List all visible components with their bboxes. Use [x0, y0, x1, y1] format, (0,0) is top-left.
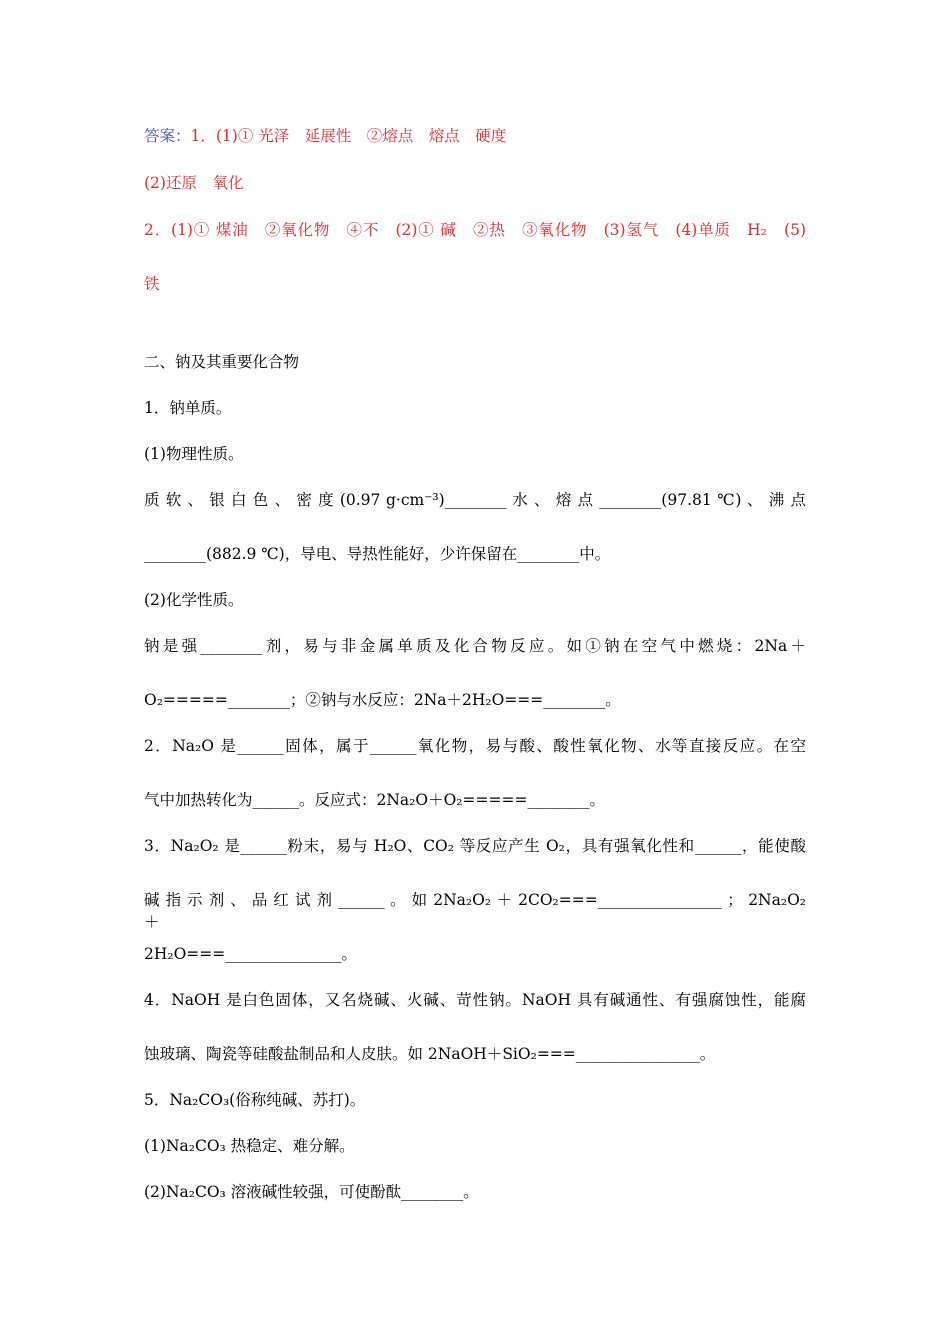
item-5-title: 5．Na₂CO₃(俗称纯碱、苏打)。: [144, 1091, 366, 1109]
item-4-line-1: 4．NaOH 是白色固体，又名烧碱、火碱、苛性钠。NaOH 具有碱通性、有强腐蚀性，能腐: [144, 991, 806, 1009]
answer-line-4: 铁: [144, 275, 160, 293]
item-3-line-1: 3．Na₂O₂ 是______粉末，易与 H₂O、CO₂ 等反应产生 O₂，具有强氧化性和______，能使酸: [144, 837, 806, 855]
item-1-chemical-line-1: 钠是强________剂，易与非金属单质及化合物反应。如①钠在空气中燃烧：2Na＋: [144, 637, 806, 655]
item-2-line-2: 气中加热转化为______。反应式：2Na₂O＋O₂=====________。: [144, 791, 605, 809]
item-2-line-1: 2．Na₂O 是______固体，属于______氧化物，易与酸、酸性氧化物、水等直接反应。在空: [144, 737, 806, 755]
item-1-chemical-line-2: O₂=====________；②钠与水反应：2Na＋2H₂O===________。: [144, 691, 621, 709]
item-5-point-2: (2)Na₂CO₃ 溶液碱性较强，可使酚酞________。: [144, 1183, 479, 1201]
item-4-line-2: 蚀玻璃、陶瓷等硅酸盐制品和人皮肤。如 2NaOH＋SiO₂===________________。: [144, 1045, 716, 1063]
item-1-physical-title: (1)物理性质。: [144, 445, 244, 463]
item-1-physical-line-2: ________(882.9 ℃)，导电、导热性能好，少许保留在________中。: [144, 545, 611, 563]
item-1-chemical-title: (2)化学性质。: [144, 591, 244, 609]
item-1-physical-line-1: 质 软 、 银 白 色 、 密 度 (0.97 g·cm⁻³)________ 水 、 熔 点 ________(97.81 ℃) 、 沸 点: [144, 491, 806, 509]
answer-line-2: (2)还原 氧化: [144, 174, 244, 192]
answer-label: 答案：: [144, 127, 191, 145]
answer-line-3: 2．(1)① 煤油 ②氧化物 ④不 (2)① 碱 ②热 ③氧化物 (3)氢气 (4)单质 H₂ (5): [144, 221, 806, 239]
item-5-point-1: (1)Na₂CO₃ 热稳定、难分解。: [144, 1137, 355, 1155]
item-3-line-2: 碱 指 示 剂 、 品 红 试 剂 ______ 。 如 2Na₂O₂ ＋ 2CO₂===________________ ； 2Na₂O₂ ＋: [144, 891, 806, 931]
item-1-title: 1．钠单质。: [144, 399, 232, 417]
answer-text-1: 1．(1)① 光泽 延展性 ②熔点 熔点 硬度: [190, 127, 507, 145]
section-title: 二、钠及其重要化合物: [144, 353, 300, 371]
answer-line-1: [144, 125, 806, 147]
item-3-line-3: 2H₂O===_______________。: [144, 945, 358, 963]
